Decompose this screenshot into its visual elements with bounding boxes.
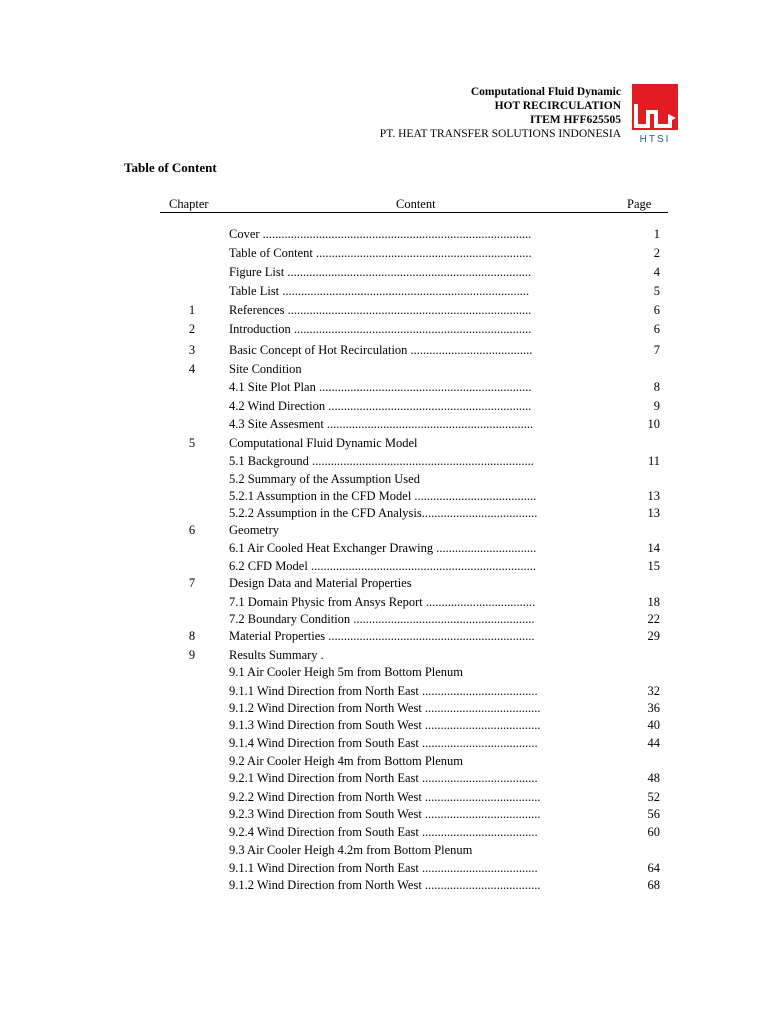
toc-entry-title: 9.3 Air Cooler Heigh 4.2m from Bottom Plenum [229, 843, 473, 857]
toc-entry-title: 4.3 Site Assesment .................................................................. [229, 417, 534, 431]
toc-chapter-number: 1 [188, 303, 196, 317]
toc-chapter-number: 3 [188, 343, 196, 357]
toc-page-number: 40 [647, 718, 660, 732]
toc-entry-title: 9.1.1 Wind Direction from North East ..................................... [229, 861, 538, 875]
toc-entry-title: 7.2 Boundary Condition .......................................................... [229, 612, 535, 626]
toc-entry-title: 9.1.4 Wind Direction from South East ..................................... [229, 736, 538, 750]
toc-page-number: 15 [647, 559, 660, 573]
page-title: Table of Content [124, 160, 217, 175]
toc-entry-title: 9.2.4 Wind Direction from South East ..................................... [229, 825, 538, 839]
toc-entry-title: 9.1.3 Wind Direction from South West ..................................... [229, 718, 541, 732]
toc-page-number: 2 [653, 246, 660, 260]
toc-page-number: 1 [653, 227, 660, 241]
toc-page-number: 6 [653, 322, 660, 336]
toc-chapter-number: 8 [188, 629, 196, 643]
toc-entry-title: 4.1 Site Plot Plan .................................................................... [229, 380, 532, 394]
toc-entry-title: Site Condition [229, 362, 302, 376]
toc-entry-title: 6.1 Air Cooled Heat Exchanger Drawing ................................ [229, 541, 537, 555]
toc-entry-title: 9.2.2 Wind Direction from North West ..................................... [229, 790, 541, 804]
toc-chapter-number: 2 [188, 322, 196, 336]
toc-entry-title: Design Data and Material Properties [229, 576, 412, 590]
toc-chapter-number: 6 [188, 523, 196, 537]
toc-page-number: 13 [647, 489, 660, 503]
toc-entry-title: 5.2.2 Assumption in the CFD Analysis..................................... [229, 506, 538, 520]
toc-page-number: 7 [653, 343, 660, 357]
header-line-4: PT. HEAT TRANSFER SOLUTIONS INDONESIA [379, 128, 621, 140]
toc-page-number: 29 [647, 629, 660, 643]
toc-page-number: 11 [647, 454, 660, 468]
header-line-3: ITEM HFF625505 [529, 114, 621, 126]
toc-entry-title: Cover ...................................................................................... [229, 227, 532, 241]
toc-entry-title: 9.2.1 Wind Direction from North East ..................................... [229, 771, 538, 785]
toc-entry-title: 5.2 Summary of the Assumption Used [229, 472, 420, 486]
header-line-2: HOT RECIRCULATION [494, 100, 621, 112]
toc-page-number: 48 [647, 771, 660, 785]
toc-page-number: 14 [647, 541, 660, 555]
toc-entry-title: 9.1.2 Wind Direction from North West ..................................... [229, 701, 541, 715]
column-header-chapter: Chapter [169, 197, 209, 211]
toc-page-number: 36 [647, 701, 660, 715]
toc-entry-title: References .............................................................................. [229, 303, 532, 317]
toc-entry-title: Introduction ............................................................................ [229, 322, 532, 336]
toc-entry-title: 4.2 Wind Direction ................................................................. [229, 399, 532, 413]
toc-page-number: 68 [647, 878, 660, 892]
header-rule [160, 212, 668, 213]
toc-entry-title: 9.1.2 Wind Direction from North West ..................................... [229, 878, 541, 892]
toc-entry-title: 9.2 Air Cooler Heigh 4m from Bottom Plenum [229, 754, 464, 768]
toc-page-number: 13 [647, 506, 660, 520]
toc-entry-title: Geometry [229, 523, 279, 537]
toc-page-number: 64 [647, 861, 660, 875]
toc-page-number: 44 [647, 736, 660, 750]
toc-entry-title: 9.1 Air Cooler Heigh 5m from Bottom Plenum [229, 665, 464, 679]
toc-page-number: 6 [653, 303, 660, 317]
toc-entry-title: Table of Content ..................................................................... [229, 246, 532, 260]
header-line-1: Computational Fluid Dynamic [470, 86, 621, 98]
toc-entry-title: Results Summary . [229, 648, 324, 662]
toc-entry-title: Computational Fluid Dynamic Model [229, 436, 418, 450]
toc-page-number: 8 [653, 380, 660, 394]
toc-page-number: 10 [647, 417, 660, 431]
toc-page-number: 9 [653, 399, 660, 413]
toc-entry-title: 7.1 Domain Physic from Ansys Report ................................... [229, 595, 536, 609]
toc-page-number: 60 [647, 825, 660, 839]
toc-chapter-number: 7 [188, 576, 196, 590]
document-header [380, 85, 621, 141]
toc-page-number: 56 [647, 807, 660, 821]
toc-chapter-number: 5 [188, 436, 196, 450]
toc-entry-title: Basic Concept of Hot Recirculation ....................................... [229, 343, 533, 357]
toc-page-number: 4 [653, 265, 660, 279]
toc-entry-title: 9.1.1 Wind Direction from North East ..................................... [229, 684, 538, 698]
logo-text: HTSI [639, 134, 671, 144]
toc-chapter-number: 4 [188, 362, 196, 376]
toc-entry-title: 5.2.1 Assumption in the CFD Model ....................................... [229, 489, 537, 503]
toc-entry-title: 9.2.3 Wind Direction from South West ..................................... [229, 807, 541, 821]
toc-entry-title: Figure List .............................................................................. [229, 265, 532, 279]
toc-page-number: 32 [647, 684, 660, 698]
toc-entry-title: 6.2 CFD Model ........................................................................ [229, 559, 536, 573]
toc-entry-title: 5.1 Background ....................................................................... [229, 454, 534, 468]
toc-page-number: 5 [653, 284, 660, 298]
toc-chapter-number: 9 [188, 648, 196, 662]
toc-entry-title: Material Properties .................................................................. [229, 629, 535, 643]
toc-page-number: 22 [647, 612, 660, 626]
toc-entry-title: Table List ............................................................................... [229, 284, 530, 298]
htsi-logo [632, 84, 678, 144]
column-header-content: Content [396, 197, 436, 211]
toc-page-number: 52 [647, 790, 660, 804]
column-header-page: Page [627, 197, 652, 211]
toc-page-number: 18 [647, 595, 660, 609]
